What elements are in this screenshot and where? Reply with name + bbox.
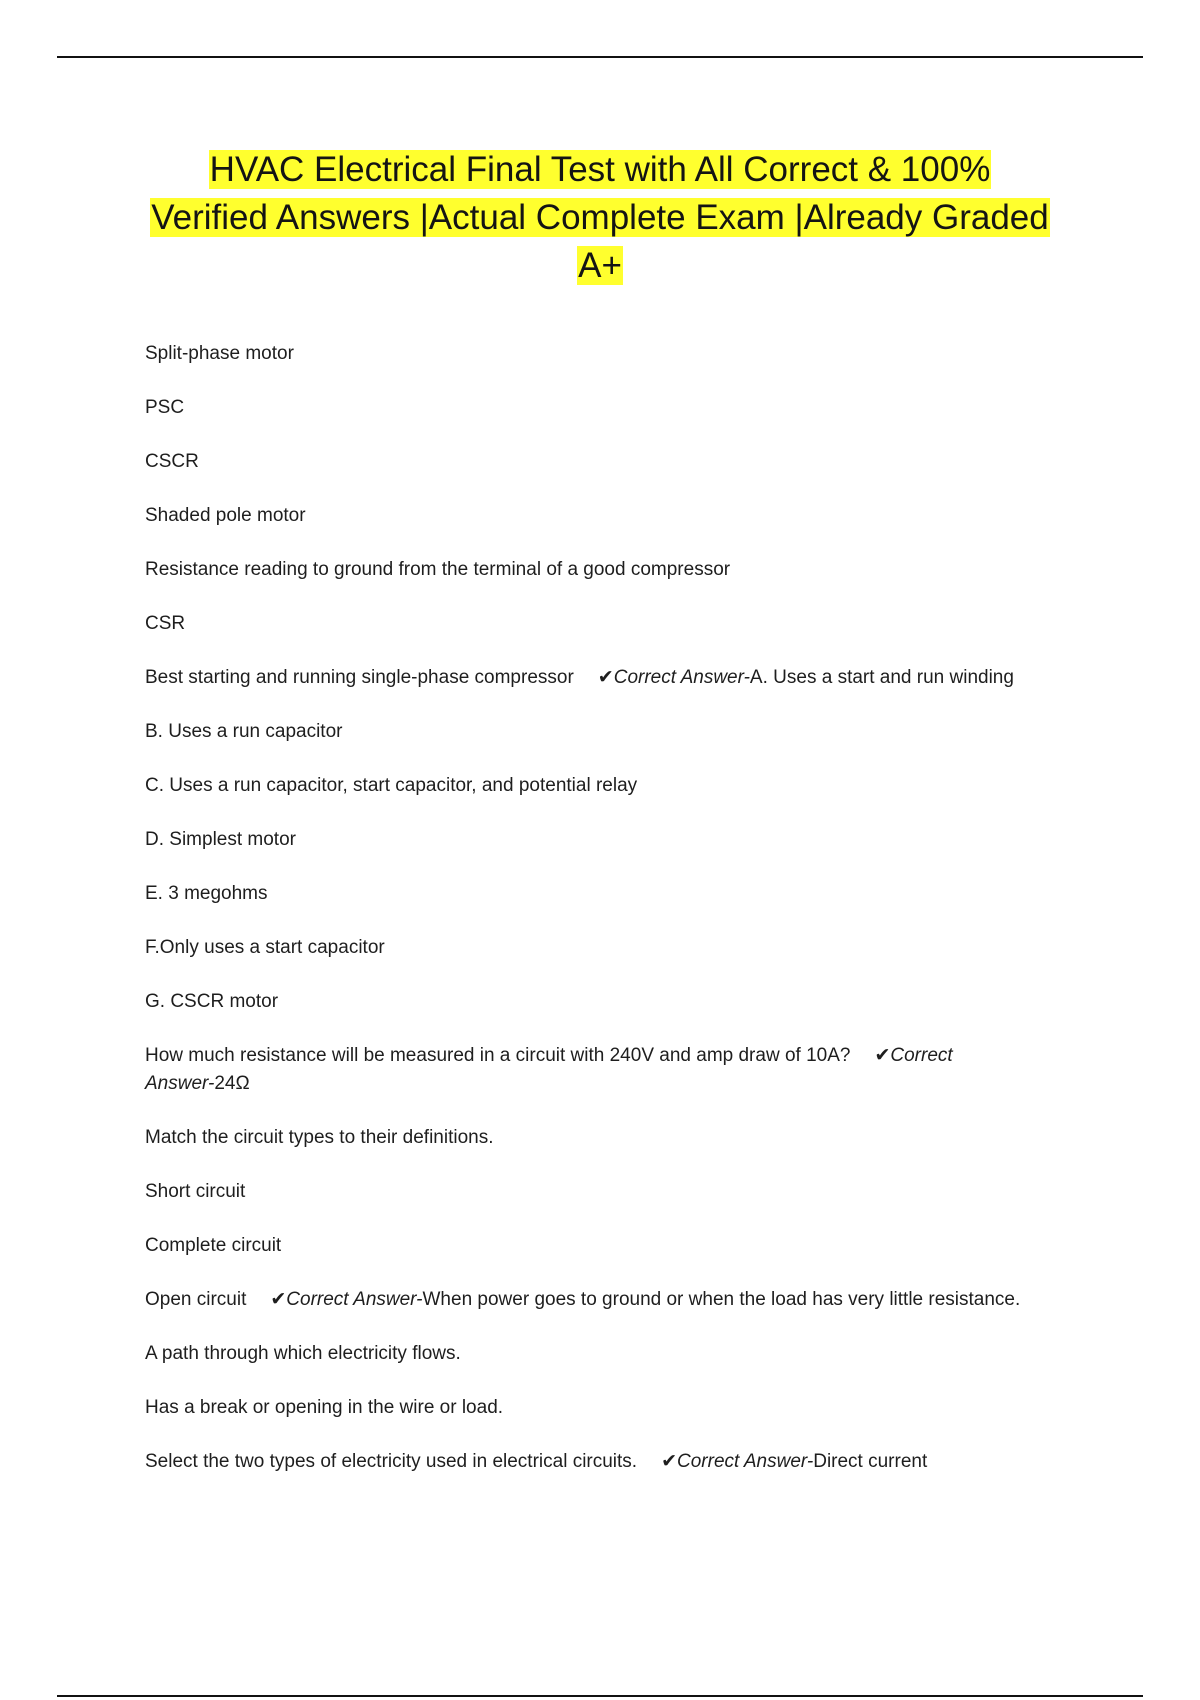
paragraph	[145, 1232, 1025, 1260]
answer-text: A. Uses a start and run winding	[749, 667, 1014, 688]
paragraph	[145, 934, 1025, 962]
paragraph	[145, 718, 1025, 746]
paragraph	[145, 1394, 1025, 1422]
question-text: How much resistance will be measured in a circuit with 240V and amp draw of 10A?	[145, 1045, 851, 1066]
paragraph	[145, 1042, 1025, 1098]
question-text: Complete circuit	[145, 1235, 282, 1256]
paragraph	[145, 556, 1025, 584]
paragraph	[145, 340, 1025, 368]
paragraph	[145, 772, 1025, 800]
correct-answer-marker: ✔Correct Answer-	[597, 667, 750, 688]
question-text: Resistance reading to ground from the terminal of a good compressor	[145, 559, 731, 580]
paragraph	[145, 826, 1025, 854]
question-text: Open circuit	[145, 1289, 247, 1310]
footer-rule	[57, 1695, 1143, 1697]
document-body	[145, 340, 1025, 1502]
paragraph	[145, 610, 1025, 638]
header-rule	[57, 56, 1143, 58]
question-text: Best starting and running single-phase compressor	[145, 667, 574, 688]
answer-text: 24Ω	[214, 1073, 250, 1094]
question-text: B. Uses a run capacitor	[145, 721, 343, 742]
question-text: Select the two types of electricity used in electrical circuits.	[145, 1451, 638, 1472]
question-text: CSR	[145, 613, 186, 634]
correct-answer-marker: ✔Correct Answer-	[145, 1045, 953, 1094]
paragraph	[145, 988, 1025, 1016]
question-text: G. CSCR motor	[145, 991, 279, 1012]
paragraph	[145, 1448, 1025, 1476]
question-text: F.Only uses a start capacitor	[145, 937, 385, 958]
answer-text: When power goes to ground or when the load has very little resistance.	[422, 1289, 1021, 1310]
correct-answer-marker: ✔Correct Answer-	[270, 1289, 423, 1310]
question-text: PSC	[145, 397, 185, 418]
question-text: Match the circuit types to their definitions.	[145, 1127, 494, 1148]
paragraph	[145, 502, 1025, 530]
question-text: A path through which electricity flows.	[145, 1343, 461, 1364]
paragraph	[145, 448, 1025, 476]
question-text: Shaded pole motor	[145, 505, 306, 526]
answer-text: Direct current	[813, 1451, 928, 1472]
question-text: Has a break or opening in the wire or load.	[145, 1397, 504, 1418]
paragraph	[145, 1340, 1025, 1368]
paragraph	[145, 880, 1025, 908]
correct-answer-marker: ✔Correct Answer-	[661, 1451, 814, 1472]
paragraph	[145, 1178, 1025, 1206]
question-text: Split-phase motor	[145, 343, 294, 364]
paragraph	[145, 664, 1025, 692]
question-text: D. Simplest motor	[145, 829, 296, 850]
document-title-block	[150, 146, 1050, 290]
paragraph	[145, 394, 1025, 422]
question-text: C. Uses a run capacitor, start capacitor, and potential relay	[145, 775, 638, 796]
document-title: HVAC Electrical Final Test with All Correct & 100% Verified Answers |Actual Complete Exam |Already Graded A+	[151, 150, 1049, 285]
question-text: CSCR	[145, 451, 199, 472]
question-text: E. 3 megohms	[145, 883, 268, 904]
paragraph	[145, 1124, 1025, 1152]
question-text: Short circuit	[145, 1181, 246, 1202]
paragraph	[145, 1286, 1025, 1314]
